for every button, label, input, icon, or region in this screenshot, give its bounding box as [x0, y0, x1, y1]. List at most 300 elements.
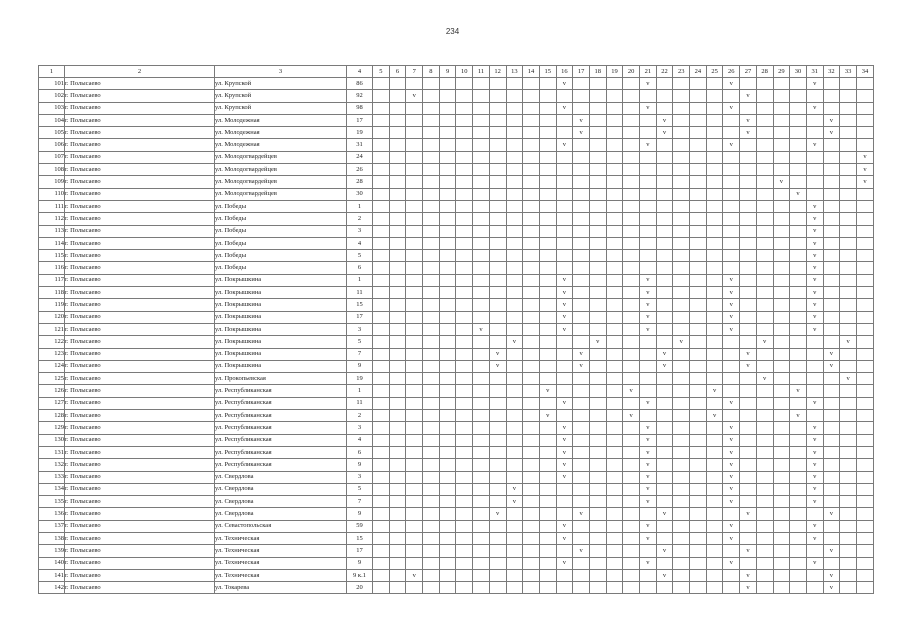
- empty-cell: [373, 250, 390, 262]
- empty-cell: [406, 299, 423, 311]
- empty-cell: [773, 508, 790, 520]
- empty-cell: [573, 151, 590, 163]
- city-cell: г. Полысаево: [65, 176, 215, 188]
- column-header-10: 10: [456, 66, 473, 78]
- check-mark: v: [723, 459, 740, 471]
- empty-cell: [606, 483, 623, 495]
- empty-cell: [723, 569, 740, 581]
- row-number: 113: [39, 225, 65, 237]
- empty-cell: [539, 483, 556, 495]
- empty-cell: [389, 114, 406, 126]
- empty-cell: [656, 262, 673, 274]
- empty-cell: [606, 397, 623, 409]
- empty-cell: [606, 422, 623, 434]
- empty-cell: [556, 151, 573, 163]
- empty-cell: [806, 127, 823, 139]
- check-mark: v: [723, 78, 740, 90]
- empty-cell: [539, 545, 556, 557]
- empty-cell: [523, 434, 540, 446]
- house-cell: 20: [347, 582, 373, 594]
- empty-cell: [423, 397, 440, 409]
- empty-cell: [623, 200, 640, 212]
- street-cell: ул. Прокопьевская: [215, 373, 347, 385]
- check-mark: v: [539, 410, 556, 422]
- empty-cell: [706, 139, 723, 151]
- empty-cell: [489, 397, 506, 409]
- empty-cell: [690, 471, 707, 483]
- empty-cell: [406, 151, 423, 163]
- empty-cell: [423, 311, 440, 323]
- empty-cell: [489, 299, 506, 311]
- table-row: [39, 323, 874, 335]
- empty-cell: [840, 323, 857, 335]
- street-cell: ул. Республиканская: [215, 410, 347, 422]
- empty-cell: [423, 299, 440, 311]
- empty-cell: [539, 164, 556, 176]
- empty-cell: [823, 102, 840, 114]
- street-cell: ул. Победы: [215, 213, 347, 225]
- empty-cell: [606, 360, 623, 372]
- empty-cell: [489, 569, 506, 581]
- empty-cell: [389, 90, 406, 102]
- empty-cell: [673, 299, 690, 311]
- column-header-13: 13: [506, 66, 523, 78]
- empty-cell: [473, 287, 490, 299]
- empty-cell: [706, 311, 723, 323]
- row-number: 122: [39, 336, 65, 348]
- house-cell: 1: [347, 274, 373, 286]
- empty-cell: [539, 582, 556, 594]
- empty-cell: [373, 496, 390, 508]
- empty-cell: [473, 434, 490, 446]
- empty-cell: [706, 299, 723, 311]
- empty-cell: [690, 287, 707, 299]
- street-cell: ул. Крупской: [215, 78, 347, 90]
- empty-cell: [840, 139, 857, 151]
- empty-cell: [790, 213, 807, 225]
- empty-cell: [373, 176, 390, 188]
- empty-cell: [823, 262, 840, 274]
- empty-cell: [673, 200, 690, 212]
- empty-cell: [423, 287, 440, 299]
- empty-cell: [473, 446, 490, 458]
- check-mark: v: [806, 422, 823, 434]
- empty-cell: [606, 311, 623, 323]
- empty-cell: [439, 78, 456, 90]
- check-mark: v: [756, 373, 773, 385]
- empty-cell: [439, 127, 456, 139]
- empty-cell: [439, 348, 456, 360]
- row-number: 121: [39, 323, 65, 335]
- empty-cell: [840, 188, 857, 200]
- empty-cell: [489, 385, 506, 397]
- empty-cell: [406, 410, 423, 422]
- house-cell: 9: [347, 459, 373, 471]
- empty-cell: [389, 373, 406, 385]
- table-row: [39, 311, 874, 323]
- empty-cell: [656, 237, 673, 249]
- empty-cell: [806, 348, 823, 360]
- empty-cell: [539, 213, 556, 225]
- empty-cell: [673, 348, 690, 360]
- empty-cell: [573, 569, 590, 581]
- empty-cell: [423, 90, 440, 102]
- column-header-26: 26: [723, 66, 740, 78]
- empty-cell: [573, 557, 590, 569]
- empty-cell: [640, 336, 657, 348]
- city-cell: г. Полысаево: [65, 446, 215, 458]
- empty-cell: [456, 164, 473, 176]
- empty-cell: [473, 520, 490, 532]
- empty-cell: [756, 471, 773, 483]
- empty-cell: [623, 348, 640, 360]
- empty-cell: [573, 397, 590, 409]
- empty-cell: [756, 557, 773, 569]
- empty-cell: [523, 213, 540, 225]
- row-number: 131: [39, 446, 65, 458]
- empty-cell: [756, 459, 773, 471]
- empty-cell: [840, 213, 857, 225]
- empty-cell: [506, 78, 523, 90]
- schedule-table: [38, 65, 874, 594]
- empty-cell: [640, 348, 657, 360]
- empty-cell: [656, 250, 673, 262]
- empty-cell: [740, 250, 757, 262]
- empty-cell: [473, 250, 490, 262]
- empty-cell: [589, 274, 606, 286]
- column-header-6: 6: [389, 66, 406, 78]
- empty-cell: [373, 188, 390, 200]
- empty-cell: [806, 582, 823, 594]
- empty-cell: [823, 496, 840, 508]
- empty-cell: [456, 360, 473, 372]
- empty-cell: [856, 410, 873, 422]
- empty-cell: [606, 410, 623, 422]
- empty-cell: [856, 446, 873, 458]
- empty-cell: [389, 446, 406, 458]
- empty-cell: [656, 90, 673, 102]
- house-cell: 1: [347, 200, 373, 212]
- check-mark: v: [640, 78, 657, 90]
- empty-cell: [423, 508, 440, 520]
- empty-cell: [456, 274, 473, 286]
- empty-cell: [640, 164, 657, 176]
- house-cell: 9: [347, 557, 373, 569]
- empty-cell: [473, 114, 490, 126]
- empty-cell: [790, 496, 807, 508]
- empty-cell: [489, 225, 506, 237]
- empty-cell: [706, 360, 723, 372]
- house-cell: 17: [347, 311, 373, 323]
- empty-cell: [556, 114, 573, 126]
- empty-cell: [790, 508, 807, 520]
- empty-cell: [456, 520, 473, 532]
- empty-cell: [473, 336, 490, 348]
- empty-cell: [456, 496, 473, 508]
- empty-cell: [556, 483, 573, 495]
- empty-cell: [790, 520, 807, 532]
- empty-cell: [640, 151, 657, 163]
- empty-cell: [389, 164, 406, 176]
- check-mark: v: [506, 496, 523, 508]
- empty-cell: [790, 397, 807, 409]
- empty-cell: [856, 496, 873, 508]
- empty-cell: [373, 213, 390, 225]
- empty-cell: [523, 311, 540, 323]
- empty-cell: [840, 569, 857, 581]
- empty-cell: [673, 151, 690, 163]
- empty-cell: [623, 471, 640, 483]
- empty-cell: [656, 164, 673, 176]
- empty-cell: [823, 237, 840, 249]
- empty-cell: [389, 471, 406, 483]
- empty-cell: [589, 582, 606, 594]
- empty-cell: [406, 164, 423, 176]
- empty-cell: [489, 262, 506, 274]
- empty-cell: [823, 151, 840, 163]
- empty-cell: [423, 348, 440, 360]
- empty-cell: [456, 410, 473, 422]
- empty-cell: [539, 336, 556, 348]
- empty-cell: [756, 446, 773, 458]
- empty-cell: [589, 446, 606, 458]
- street-cell: ул. Свердлова: [215, 496, 347, 508]
- empty-cell: [506, 532, 523, 544]
- empty-cell: [723, 250, 740, 262]
- empty-cell: [606, 373, 623, 385]
- street-cell: ул. Техническая: [215, 569, 347, 581]
- empty-cell: [523, 532, 540, 544]
- empty-cell: [673, 569, 690, 581]
- empty-cell: [690, 446, 707, 458]
- empty-cell: [790, 200, 807, 212]
- empty-cell: [623, 250, 640, 262]
- empty-cell: [406, 336, 423, 348]
- row-number: 120: [39, 311, 65, 323]
- check-mark: v: [723, 102, 740, 114]
- empty-cell: [456, 336, 473, 348]
- row-number: 140: [39, 557, 65, 569]
- empty-cell: [623, 483, 640, 495]
- empty-cell: [456, 114, 473, 126]
- empty-cell: [489, 459, 506, 471]
- empty-cell: [823, 422, 840, 434]
- street-cell: ул. Республиканская: [215, 459, 347, 471]
- check-mark: v: [539, 385, 556, 397]
- empty-cell: [840, 545, 857, 557]
- city-cell: г. Полысаево: [65, 360, 215, 372]
- empty-cell: [423, 410, 440, 422]
- row-number: 110: [39, 188, 65, 200]
- empty-cell: [690, 188, 707, 200]
- empty-cell: [406, 250, 423, 262]
- empty-cell: [656, 397, 673, 409]
- empty-cell: [473, 188, 490, 200]
- empty-cell: [373, 360, 390, 372]
- empty-cell: [589, 373, 606, 385]
- empty-cell: [406, 311, 423, 323]
- empty-cell: [673, 164, 690, 176]
- empty-cell: [656, 200, 673, 212]
- empty-cell: [523, 360, 540, 372]
- check-mark: v: [856, 164, 873, 176]
- empty-cell: [523, 250, 540, 262]
- empty-cell: [623, 225, 640, 237]
- empty-cell: [723, 200, 740, 212]
- house-cell: 98: [347, 102, 373, 114]
- empty-cell: [389, 348, 406, 360]
- row-number: 118: [39, 287, 65, 299]
- empty-cell: [523, 582, 540, 594]
- empty-cell: [790, 323, 807, 335]
- house-cell: 7: [347, 496, 373, 508]
- empty-cell: [439, 422, 456, 434]
- empty-cell: [523, 200, 540, 212]
- empty-cell: [573, 483, 590, 495]
- empty-cell: [840, 410, 857, 422]
- street-cell: ул. Победы: [215, 200, 347, 212]
- row-number: 101: [39, 78, 65, 90]
- empty-cell: [489, 323, 506, 335]
- check-mark: v: [573, 348, 590, 360]
- empty-cell: [373, 483, 390, 495]
- check-mark: v: [573, 508, 590, 520]
- empty-cell: [773, 422, 790, 434]
- street-cell: ул. Республиканская: [215, 422, 347, 434]
- empty-cell: [589, 237, 606, 249]
- empty-cell: [406, 471, 423, 483]
- empty-cell: [856, 471, 873, 483]
- empty-cell: [406, 532, 423, 544]
- check-mark: v: [573, 360, 590, 372]
- house-cell: 15: [347, 532, 373, 544]
- column-header-4: 4: [347, 66, 373, 78]
- empty-cell: [589, 483, 606, 495]
- empty-cell: [606, 385, 623, 397]
- empty-cell: [423, 78, 440, 90]
- row-number: 119: [39, 299, 65, 311]
- table-row: [39, 532, 874, 544]
- empty-cell: [389, 151, 406, 163]
- empty-cell: [606, 164, 623, 176]
- row-number: 114: [39, 237, 65, 249]
- empty-cell: [539, 459, 556, 471]
- empty-cell: [740, 274, 757, 286]
- check-mark: v: [556, 299, 573, 311]
- empty-cell: [756, 520, 773, 532]
- empty-cell: [623, 102, 640, 114]
- check-mark: v: [823, 582, 840, 594]
- empty-cell: [473, 127, 490, 139]
- empty-cell: [773, 213, 790, 225]
- empty-cell: [439, 569, 456, 581]
- check-mark: v: [506, 336, 523, 348]
- empty-cell: [423, 446, 440, 458]
- empty-cell: [790, 102, 807, 114]
- empty-cell: [606, 90, 623, 102]
- empty-cell: [373, 385, 390, 397]
- empty-cell: [506, 545, 523, 557]
- empty-cell: [823, 213, 840, 225]
- empty-cell: [573, 496, 590, 508]
- empty-cell: [389, 397, 406, 409]
- empty-cell: [606, 287, 623, 299]
- empty-cell: [656, 274, 673, 286]
- empty-cell: [423, 385, 440, 397]
- street-cell: ул. Победы: [215, 225, 347, 237]
- empty-cell: [740, 200, 757, 212]
- empty-cell: [606, 582, 623, 594]
- empty-cell: [856, 262, 873, 274]
- empty-cell: [406, 459, 423, 471]
- empty-cell: [389, 410, 406, 422]
- empty-cell: [573, 336, 590, 348]
- empty-cell: [856, 508, 873, 520]
- empty-cell: [706, 90, 723, 102]
- empty-cell: [573, 459, 590, 471]
- check-mark: v: [723, 483, 740, 495]
- check-mark: v: [723, 274, 740, 286]
- empty-cell: [606, 520, 623, 532]
- empty-cell: [573, 532, 590, 544]
- empty-cell: [773, 410, 790, 422]
- street-cell: ул. Техническая: [215, 557, 347, 569]
- empty-cell: [740, 78, 757, 90]
- empty-cell: [690, 508, 707, 520]
- empty-cell: [489, 483, 506, 495]
- empty-cell: [556, 225, 573, 237]
- empty-cell: [589, 102, 606, 114]
- empty-cell: [406, 225, 423, 237]
- empty-cell: [756, 200, 773, 212]
- empty-cell: [456, 188, 473, 200]
- check-mark: v: [806, 237, 823, 249]
- check-mark: v: [740, 569, 757, 581]
- empty-cell: [489, 446, 506, 458]
- empty-cell: [673, 434, 690, 446]
- empty-cell: [456, 90, 473, 102]
- house-cell: 19: [347, 127, 373, 139]
- empty-cell: [606, 545, 623, 557]
- empty-cell: [373, 569, 390, 581]
- empty-cell: [773, 545, 790, 557]
- table-row: [39, 422, 874, 434]
- street-cell: ул. Молодежная: [215, 114, 347, 126]
- check-mark: v: [723, 520, 740, 532]
- empty-cell: [840, 348, 857, 360]
- empty-cell: [539, 299, 556, 311]
- empty-cell: [506, 446, 523, 458]
- empty-cell: [523, 237, 540, 249]
- row-number: 107: [39, 151, 65, 163]
- empty-cell: [389, 582, 406, 594]
- empty-cell: [589, 459, 606, 471]
- empty-cell: [506, 459, 523, 471]
- empty-cell: [489, 545, 506, 557]
- check-mark: v: [640, 532, 657, 544]
- empty-cell: [573, 139, 590, 151]
- check-mark: v: [806, 459, 823, 471]
- empty-cell: [556, 410, 573, 422]
- empty-cell: [623, 520, 640, 532]
- city-cell: г. Полысаево: [65, 532, 215, 544]
- empty-cell: [473, 496, 490, 508]
- empty-cell: [656, 176, 673, 188]
- empty-cell: [673, 422, 690, 434]
- table-row: [39, 397, 874, 409]
- check-mark: v: [740, 545, 757, 557]
- empty-cell: [756, 508, 773, 520]
